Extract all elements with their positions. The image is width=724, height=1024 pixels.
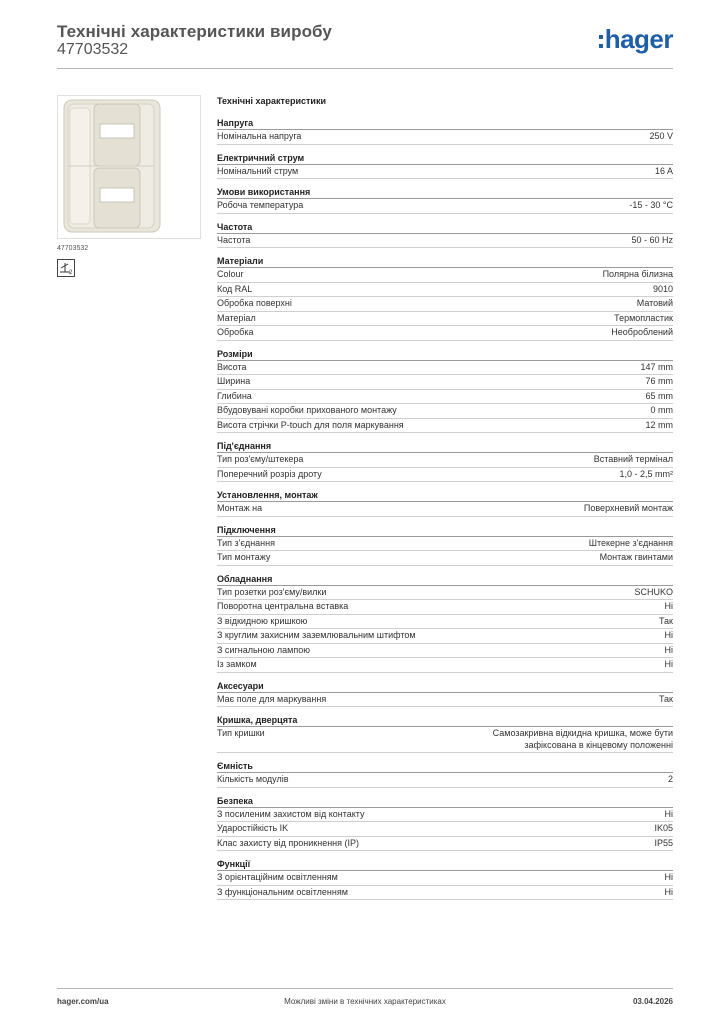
spec-value: 1,0 - 2,5 mm² <box>619 468 673 479</box>
page-header <box>57 20 673 68</box>
spec-group <box>217 524 673 566</box>
ip-drip-symbol-icon <box>57 259 75 277</box>
spec-label: Кількість модулів <box>217 774 289 784</box>
spec-value: SCHUKO <box>634 586 673 597</box>
spec-group <box>217 489 673 517</box>
spec-label: Номінальний струм <box>217 165 299 176</box>
spec-row <box>217 130 673 145</box>
spec-row <box>217 615 673 630</box>
spec-group-title: Електричний струм <box>217 152 673 165</box>
spec-value: Ні <box>664 630 673 640</box>
spec-row <box>217 871 673 886</box>
spec-label: Із замком <box>217 659 257 669</box>
spec-row <box>217 886 673 901</box>
spec-value: Ні <box>664 659 673 669</box>
spec-value: Вставний термінал <box>593 454 673 464</box>
spec-label: Код RAL <box>217 283 253 294</box>
spec-label: Поперечний розріз дроту <box>217 468 322 479</box>
spec-label: З сигнальною лампою <box>217 644 310 655</box>
spec-value: 16 A <box>654 165 673 176</box>
spec-value: 2 <box>667 774 673 784</box>
spec-value: Ні <box>664 808 673 819</box>
spec-row <box>217 268 673 283</box>
product-image <box>57 95 201 239</box>
spec-group <box>217 440 673 482</box>
product-sidebar <box>57 95 201 277</box>
spec-value: Монтаж гвинтами <box>599 552 673 562</box>
page-title: Технічні характеристики виробу <box>57 22 332 41</box>
spec-group <box>217 186 673 214</box>
spec-label: Монтаж на <box>217 503 263 513</box>
spec-row <box>217 312 673 327</box>
spec-group-title: Ємність <box>217 760 673 773</box>
spec-label: Номінальна напруга <box>217 131 302 141</box>
spec-row <box>217 404 673 419</box>
spec-row <box>217 644 673 659</box>
spec-value: 76 mm <box>645 376 673 386</box>
header-divider <box>57 68 673 69</box>
spec-value: Так <box>658 615 673 626</box>
image-caption-code: 47703532 <box>57 245 89 252</box>
spec-value: 0 mm <box>650 405 673 415</box>
spec-group <box>217 348 673 434</box>
spec-label: Тип кришки <box>217 728 265 738</box>
spec-value: 9010 <box>652 283 673 294</box>
spec-value: Термопластик <box>614 312 673 323</box>
footer-divider <box>57 988 673 989</box>
spec-value: Ні <box>664 644 673 655</box>
spec-group <box>217 858 673 900</box>
spec-label: Глибина <box>217 390 252 401</box>
spec-group-title: Аксесуари <box>217 680 673 693</box>
spec-label: Тип з'єднання <box>217 537 275 548</box>
spec-row <box>217 199 673 214</box>
spec-row <box>217 468 673 483</box>
spec-row <box>217 586 673 601</box>
spec-group-title: Підключення <box>217 524 673 537</box>
spec-label: З функціональним освітленням <box>217 886 348 897</box>
spec-value: 65 mm <box>645 390 673 401</box>
spec-value: IP55 <box>654 837 673 848</box>
footer-disclaimer: Можливі зміни в технічних характеристиках <box>284 997 446 1006</box>
spec-row <box>217 551 673 566</box>
spec-group-title: Частота <box>217 221 673 234</box>
spec-group <box>217 221 673 249</box>
footer-date: 03.04.2026 <box>632 997 673 1006</box>
spec-row <box>217 537 673 552</box>
spec-row <box>217 165 673 180</box>
spec-row <box>217 390 673 405</box>
spec-value: Полярна білизна <box>602 269 673 279</box>
spec-row <box>217 502 673 517</box>
spec-value: Штекерне з'єднання <box>588 537 673 548</box>
logo-text: hager <box>604 23 673 54</box>
spec-group-title: Матеріали <box>217 255 673 268</box>
spec-row <box>217 600 673 615</box>
spec-row <box>217 773 673 788</box>
spec-row <box>217 629 673 644</box>
spec-value: 147 mm <box>640 361 673 372</box>
spec-row <box>217 375 673 390</box>
technical-specs <box>217 95 673 900</box>
spec-group <box>217 255 673 341</box>
spec-row <box>217 658 673 673</box>
spec-label: Матеріал <box>217 312 256 323</box>
spec-label: Ударостійкість IK <box>217 823 289 833</box>
spec-label: З посиленим захистом від контакту <box>217 808 365 819</box>
spec-value: 250 V <box>649 131 673 141</box>
spec-value: Матовий <box>636 298 673 308</box>
spec-value: Так <box>658 693 673 704</box>
spec-group-title: Розміри <box>217 348 673 361</box>
spec-row <box>217 453 673 468</box>
spec-label: Ширина <box>217 376 251 386</box>
spec-row <box>217 419 673 434</box>
svg-text:2: 2 <box>69 270 73 276</box>
spec-group-title: Напруга <box>217 117 673 130</box>
hager-logo <box>599 23 673 54</box>
spec-value: Поверхневий монтаж <box>583 503 673 513</box>
spec-group <box>217 152 673 180</box>
spec-group-title: Кришка, дверцята <box>217 714 673 727</box>
spec-group <box>217 573 673 673</box>
spec-group-title: Умови використання <box>217 186 673 199</box>
spec-label: Поворотна центральна вставка <box>217 601 349 611</box>
spec-label: Частота <box>217 234 251 245</box>
spec-label: Тип роз'єму/штекера <box>217 454 304 464</box>
spec-value: Ні <box>664 601 673 611</box>
spec-value: Необроблений <box>611 327 673 337</box>
double-socket-image <box>58 96 200 238</box>
spec-value: 50 - 60 Hz <box>631 234 673 245</box>
spec-group <box>217 795 673 852</box>
spec-value: Ні <box>664 872 673 882</box>
spec-label: Має поле для маркування <box>217 693 327 704</box>
spec-label: З орієнтаційним освітленням <box>217 872 338 882</box>
specs-heading: Технічні характеристики <box>217 96 326 106</box>
spec-row <box>217 727 673 753</box>
spec-label: Тип монтажу <box>217 552 271 562</box>
spec-row <box>217 283 673 298</box>
spec-label: Висота стрічки P-touch для поля маркування <box>217 419 404 430</box>
spec-row <box>217 693 673 708</box>
spec-row <box>217 234 673 249</box>
spec-label: Обробка <box>217 327 254 337</box>
spec-group-title: Безпека <box>217 795 673 808</box>
spec-group-title: Під'єднання <box>217 440 673 453</box>
spec-value: Ні <box>664 886 673 897</box>
spec-row <box>217 361 673 376</box>
spec-value: Самозакривна відкидна кришка, може бути зафіксована в кінцевому положенні <box>492 728 673 750</box>
spec-group <box>217 680 673 708</box>
spec-group <box>217 117 673 145</box>
footer-website[interactable]: hager.com/ua <box>57 997 109 1006</box>
spec-label: З відкидною кришкою <box>217 615 308 626</box>
spec-label: Тип розетки роз'єму/вилки <box>217 586 327 597</box>
spec-row <box>217 822 673 837</box>
spec-row <box>217 297 673 312</box>
product-code: 47703532 <box>57 41 129 58</box>
spec-value: -15 - 30 °C <box>629 200 673 210</box>
spec-group-title: Установлення, монтаж <box>217 489 673 502</box>
spec-row <box>217 326 673 341</box>
spec-label: Вбудовувані коробки прихованого монтажу <box>217 405 397 415</box>
spec-label: Обробка поверхні <box>217 298 292 308</box>
spec-row <box>217 808 673 823</box>
spec-value: IK05 <box>654 823 673 833</box>
spec-label: З круглим захисним заземлювальним штифтом <box>217 630 416 640</box>
spec-group <box>217 714 673 753</box>
spec-group-title: Обладнання <box>217 573 673 586</box>
logo-mark-icon <box>599 35 603 48</box>
spec-label: Висота <box>217 361 247 372</box>
spec-label: Клас захисту від проникнення (IP) <box>217 837 360 848</box>
spec-row <box>217 837 673 852</box>
spec-group-title: Функції <box>217 858 673 871</box>
spec-label: Робоча температура <box>217 200 304 210</box>
spec-value: 12 mm <box>645 419 673 430</box>
spec-label: Colour <box>217 269 244 279</box>
spec-group <box>217 760 673 788</box>
